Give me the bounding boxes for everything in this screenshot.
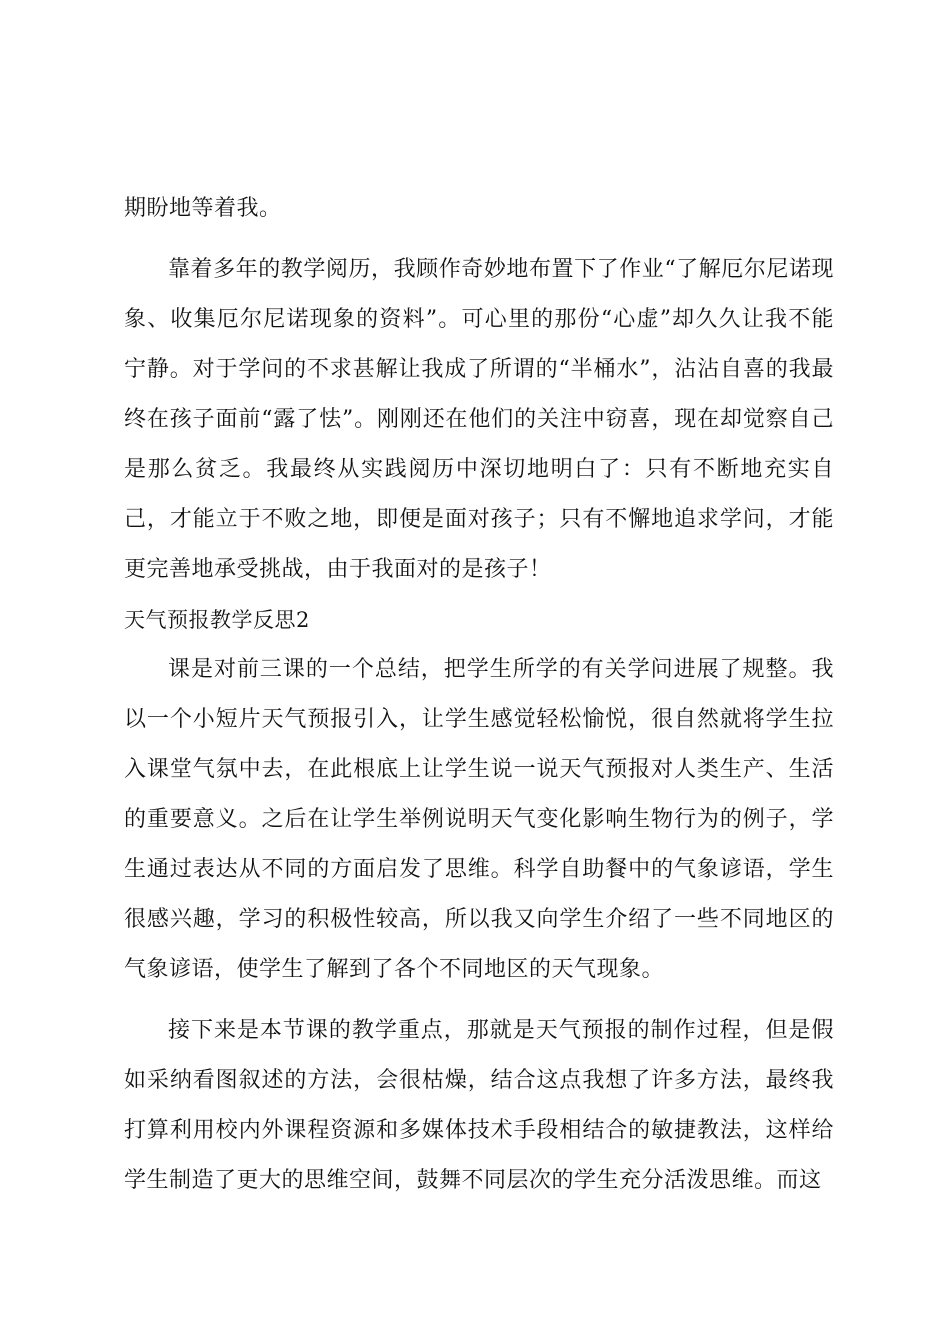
document-body	[124, 184, 834, 1206]
paragraph-reflection-2-focus: 接下来是本节课的教学重点，那就是天气预报的制作过程，但是假如采纳看图叙述的方法，会很枯燥，结合这点我想了许多方法，最终我打算利用校内外课程资源和多媒体技术手段相结合的敏捷教法，这样给学生制造了更大的思维空间，鼓舞不同层次的学生充分活泼思维。而这	[124, 1018, 834, 1193]
paragraph-reflection-2-intro: 课是对前三课的一个总结，把学生所学的有关学问进展了规整。我以一个小短片天气预报引入，让学生感觉轻松愉悦，很自然就将学生拉入课堂气氛中去，在此根底上让学生说一说天气预报对人类生产、生活的重要意义。之后在让学生举例说明天气变化影响生物行为的例子，学生通过表达从不同的方面启发了思维。科学自助餐中的气象谚语，学生很感兴趣，学习的积极性较高，所以我又向学生介绍了一些不同地区的气象谚语，使学生了解到了各个不同地区的天气现象。	[124, 657, 834, 982]
paragraph-reflection-1: 靠着多年的教学阅历，我顾作奇妙地布置下了作业“了解厄尔尼诺现象、收集厄尔尼诺现象的资料”。可心里的那份“心虚”却久久让我不能宁静。对于学问的不求甚解让我成了所谓的“半桶水”，沾沾自喜的我最终在孩子面前“露了怯”。刚刚还在他们的关注中窃喜，现在却觉察自己是那么贫乏。我最终从实践阅历中深切地明白了：只有不断地充实自己，才能立于不败之地，即便是面对孩子；只有不懈地追求学问，才能更完善地承受挑战，由于我面对的是孩子！	[124, 257, 834, 582]
paragraph-continuation: 期盼地等着我。	[124, 196, 282, 221]
section-heading: 天气预报教学反思2	[124, 608, 310, 632]
